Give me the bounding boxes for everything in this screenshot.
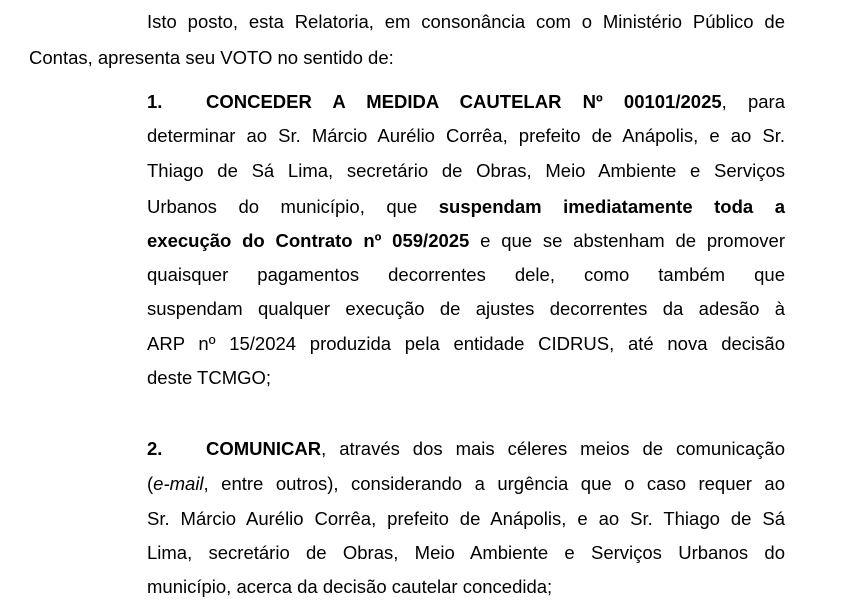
- item1-line-1: [147, 90, 785, 114]
- item1-line-2: determinar ao Sr. Márcio Aurélio Corrêa, prefeito de Anápolis, e ao Sr.: [147, 125, 785, 146]
- item1-l1-tail: , para: [721, 91, 786, 112]
- item1-title: CONCEDER A MEDIDA CAUTELAR Nº 00101/2025: [206, 91, 722, 112]
- item2-l1-tail: , através dos mais céleres meios de comunicação: [321, 438, 785, 459]
- item2-line-2: [147, 472, 785, 496]
- item1-line-5: [147, 229, 785, 253]
- item2-l2-open: (: [147, 473, 154, 494]
- item2-l2-tail: , entre outros), considerando a urgência que o caso requer ao: [203, 473, 785, 494]
- item2-line-4: Lima, secretário de Obras, Meio Ambiente e Serviços Urbanos do: [147, 542, 785, 563]
- item1-l5-bold: execução do Contrato nº 059/2025: [147, 230, 470, 251]
- item1-line-3: Thiago de Sá Lima, secretário de Obras, Meio Ambiente e Serviços: [147, 160, 785, 181]
- item2-l2-italic: e-mail: [153, 473, 204, 494]
- intro-line-2: Contas, apresenta seu VOTO no sentido de:: [29, 47, 394, 68]
- item2-line-1: [147, 437, 785, 461]
- item1-l4-bold: suspendam imediatamente toda a: [438, 196, 785, 217]
- item1-line-6: quaisquer pagamentos decorrentes dele, como também que: [147, 264, 785, 285]
- item1-l4-pre: Urbanos do município, que: [147, 196, 439, 217]
- item1-line-7: suspendam qualquer execução de ajustes decorrentes da adesão à: [147, 298, 785, 319]
- item2-line-3: Sr. Márcio Aurélio Corrêa, prefeito de Anápolis, e ao Sr. Thiago de Sá: [147, 508, 785, 529]
- item2-number: 2.: [147, 438, 163, 459]
- item2-line-5: município, acerca da decisão cautelar concedida;: [147, 576, 553, 597]
- item2-title: COMUNICAR: [206, 438, 322, 459]
- item1-line-4: [147, 195, 785, 219]
- item1-line-9: deste TCMGO;: [147, 367, 272, 388]
- item1-number: 1.: [147, 91, 163, 112]
- intro-line-1: Isto posto, esta Relatoria, em consonância com o Ministério Público de: [147, 11, 785, 32]
- item1-line-8: ARP nº 15/2024 produzida pela entidade CIDRUS, até nova decisão: [147, 333, 785, 354]
- item1-l5-tail: e que se abstenham de promover: [469, 230, 785, 251]
